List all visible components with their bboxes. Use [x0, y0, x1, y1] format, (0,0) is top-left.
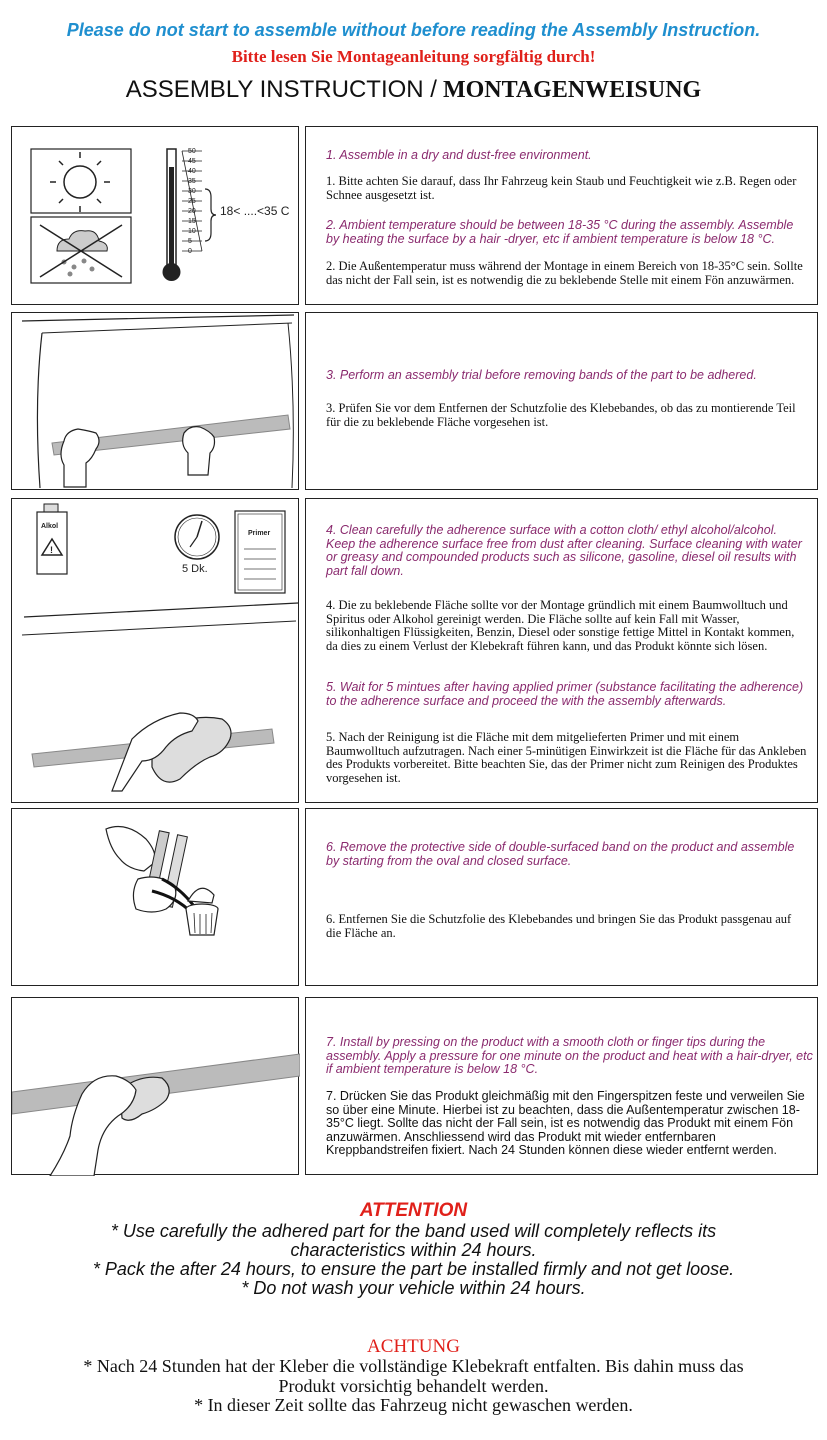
step-1-english: 1. Assemble in a dry and dust-free environment.	[326, 148, 592, 162]
step-4-5-panel	[305, 498, 818, 803]
no-rain-icon	[31, 217, 131, 283]
thermometer-tick-label: 25	[188, 198, 196, 205]
step-3-english: 3. Perform an assembly trial before removing bands of the part to be adhered.	[326, 368, 757, 382]
achtung-title: ACHTUNG	[367, 1336, 460, 1357]
thermometer-tick-label: 35	[188, 178, 196, 185]
clock-icon	[175, 515, 219, 575]
primer-sheet-icon	[235, 511, 285, 593]
step-7-panel	[305, 997, 818, 1175]
temperature-range-label: 18< ....<35 C	[220, 204, 290, 218]
step-4-german: 4. Die zu beklebende Fläche sollte vor der Montage gründlich mit einem Baumwolltuch und Spiritus oder Alkohol gereinigt werden. Die Fläche sollte auf kein Fall mit Wasser, silikonhaltigen Flüssigkeiten, Benzin, Diesel oder sonstige fettige Mittel in Kontakt kommen, da dies zu einem Verlust der Klebekraft führen kann, und das Produkt könnte sich lösen.	[326, 598, 795, 653]
step-3-german: 3. Prüfen Sie vor dem Entfernen der Schutzfolie des Klebebandes, ob das zu montierende Teil für die zu beklebende Fläche vorgesehen ist.	[326, 401, 796, 429]
illustration-trial-fit	[11, 312, 299, 490]
step-6-english: 6. Remove the protective side of double-surfaced band on the product and assemble by starting from the oval and closed surface.	[326, 840, 795, 868]
illustration-environment	[11, 126, 299, 305]
attention-line-1: * Use carefully the adhered part for the band used will completely reflects its	[110, 1221, 717, 1241]
step-5-german: 5. Nach der Reinigung ist die Fläche mit dem mitgelieferten Primer und mit einem Baumwolltuch aufzutragen. Nach einer 5-minütigen Einwirkzeit ist die Fläche für das Ankleben des Produkts vorbereitet. Bitte beachten Sie, das der Primer nicht zum Reinigen des Produktes vorgesehen ist.	[326, 730, 807, 785]
thermometer-tick-label: 0	[188, 248, 192, 255]
step-7-german: 7. Drücken Sie das Produkt gleichmäßig mit den Fingerspitzen feste und verweilen Sie so über eine Minute. Hierbei ist zu beachten, dass die Außentemperatur zwischen 18-35°C liegt. Sollte das nicht der Fall sein, ist es notwendig das Produkt mit einem Fön anzuwärmen. Anschliessend wird das Produkt mit wieder entfernbaren Kreppbandstreifen fixiert. Nach 24 Stunden können diese wieder entfernt werden.	[326, 1089, 805, 1157]
step-6-panel	[305, 808, 818, 986]
thermometer-tick-label: 45	[188, 158, 196, 165]
attention-line-4: * Do not wash your vehicle within 24 hours.	[241, 1278, 586, 1298]
step-3-panel	[305, 312, 818, 490]
illustration-remove-film	[11, 808, 299, 986]
thermometer-tick-label: 10	[188, 228, 196, 235]
title-german: MONTAGENWEISUNG	[442, 77, 702, 103]
thermometer-tick-label: 20	[188, 208, 196, 215]
achtung-line-3: * In dieser Zeit sollte das Fahrzeug nicht gewaschen werden.	[194, 1395, 633, 1415]
step-2-german: 2. Die Außentemperatur muss während der Montage in einem Bereich von 18-35°C sein. Sollte das nicht der Fall sein, ist es notwendig die zu beklebende Stelle mit einem Fön anzuwärmen.	[326, 259, 803, 287]
step-7-english: 7. Install by pressing on the product with a smooth cloth or finger tips during the assembly. Apply a pressure for one minute on the product and heat with a hair-dryer, etc if ambient temperature is below 18 °C.	[326, 1035, 813, 1076]
step-5-english: 5. Wait for 5 mintues after having applied primer (substance facilitating the adherence) to the adherence surface and proceed the with the assembly afterwards.	[326, 680, 804, 708]
step-1-german: 1. Bitte achten Sie darauf, dass Ihr Fahrzeug kein Staub und Feuchtigkeit wie z.B. Regen oder Schnee ausgesetzt ist.	[326, 174, 797, 202]
warning-english: Please do not start to assemble without before reading the Assembly Instruction.	[66, 20, 761, 40]
illustration-pressing	[11, 997, 299, 1175]
cloth-hand-icon	[112, 713, 231, 791]
title-english: ASSEMBLY INSTRUCTION /	[125, 76, 437, 103]
thermometer-tick-label: 40	[188, 168, 196, 175]
achtung-line-2: Produkt vorsichtig behandelt werden.	[278, 1376, 549, 1396]
sun-icon	[31, 149, 131, 213]
peeling-hand-icon	[106, 827, 198, 917]
thermometer-tick-label: 50	[188, 148, 196, 155]
alcohol-bottle-icon	[37, 504, 67, 574]
thermometer-tick-label: 30	[188, 188, 196, 195]
warning-german: Bitte lesen Sie Montageanleitung sorgfältig durch!	[231, 47, 596, 66]
attention-line-3: * Pack the after 24 hours, to ensure the part be installed firmly and not get loose.	[92, 1259, 735, 1279]
step-1-2-panel	[305, 126, 818, 305]
attention-line-2: characteristics within 24 hours.	[290, 1240, 537, 1260]
attention-title: ATTENTION	[359, 1200, 468, 1221]
clock-label: 5 Dk.	[182, 563, 208, 575]
trash-bin-icon	[186, 888, 218, 935]
page-title	[0, 76, 827, 104]
thermometer-icon	[163, 148, 290, 281]
step-2-english: 2. Ambient temperature should be between 18-35 °C during the assembly. Assemble by heating the surface by a hair -dryer, etc if ambient temperature is below 18 °C.	[326, 218, 794, 246]
alcohol-label: Alkol	[41, 523, 59, 530]
step-4-english: 4. Clean carefully the adherence surface with a cotton cloth/ ethyl alcohol/alcohol. Keep the adherence surface free from dust after cleaning. Surface cleaning with water or greasy and compounded products such as silicone, gasoline, diesel oil results with part fall down.	[326, 523, 802, 578]
illustration-cleaning	[11, 498, 299, 803]
svg-text:!: !	[50, 545, 53, 555]
primer-label: Primer	[248, 530, 271, 537]
thermometer-tick-label: 15	[188, 218, 196, 225]
step-6-german: 6. Entfernen Sie die Schutzfolie des Klebebandes und bringen Sie das Produkt passgenau auf die Fläche an.	[326, 912, 792, 940]
thermometer-tick-label: 5	[188, 238, 192, 245]
achtung-line-1: * Nach 24 Stunden hat der Kleber die vollständige Klebekraft entfalten. Bis dahin muss das	[83, 1356, 744, 1376]
